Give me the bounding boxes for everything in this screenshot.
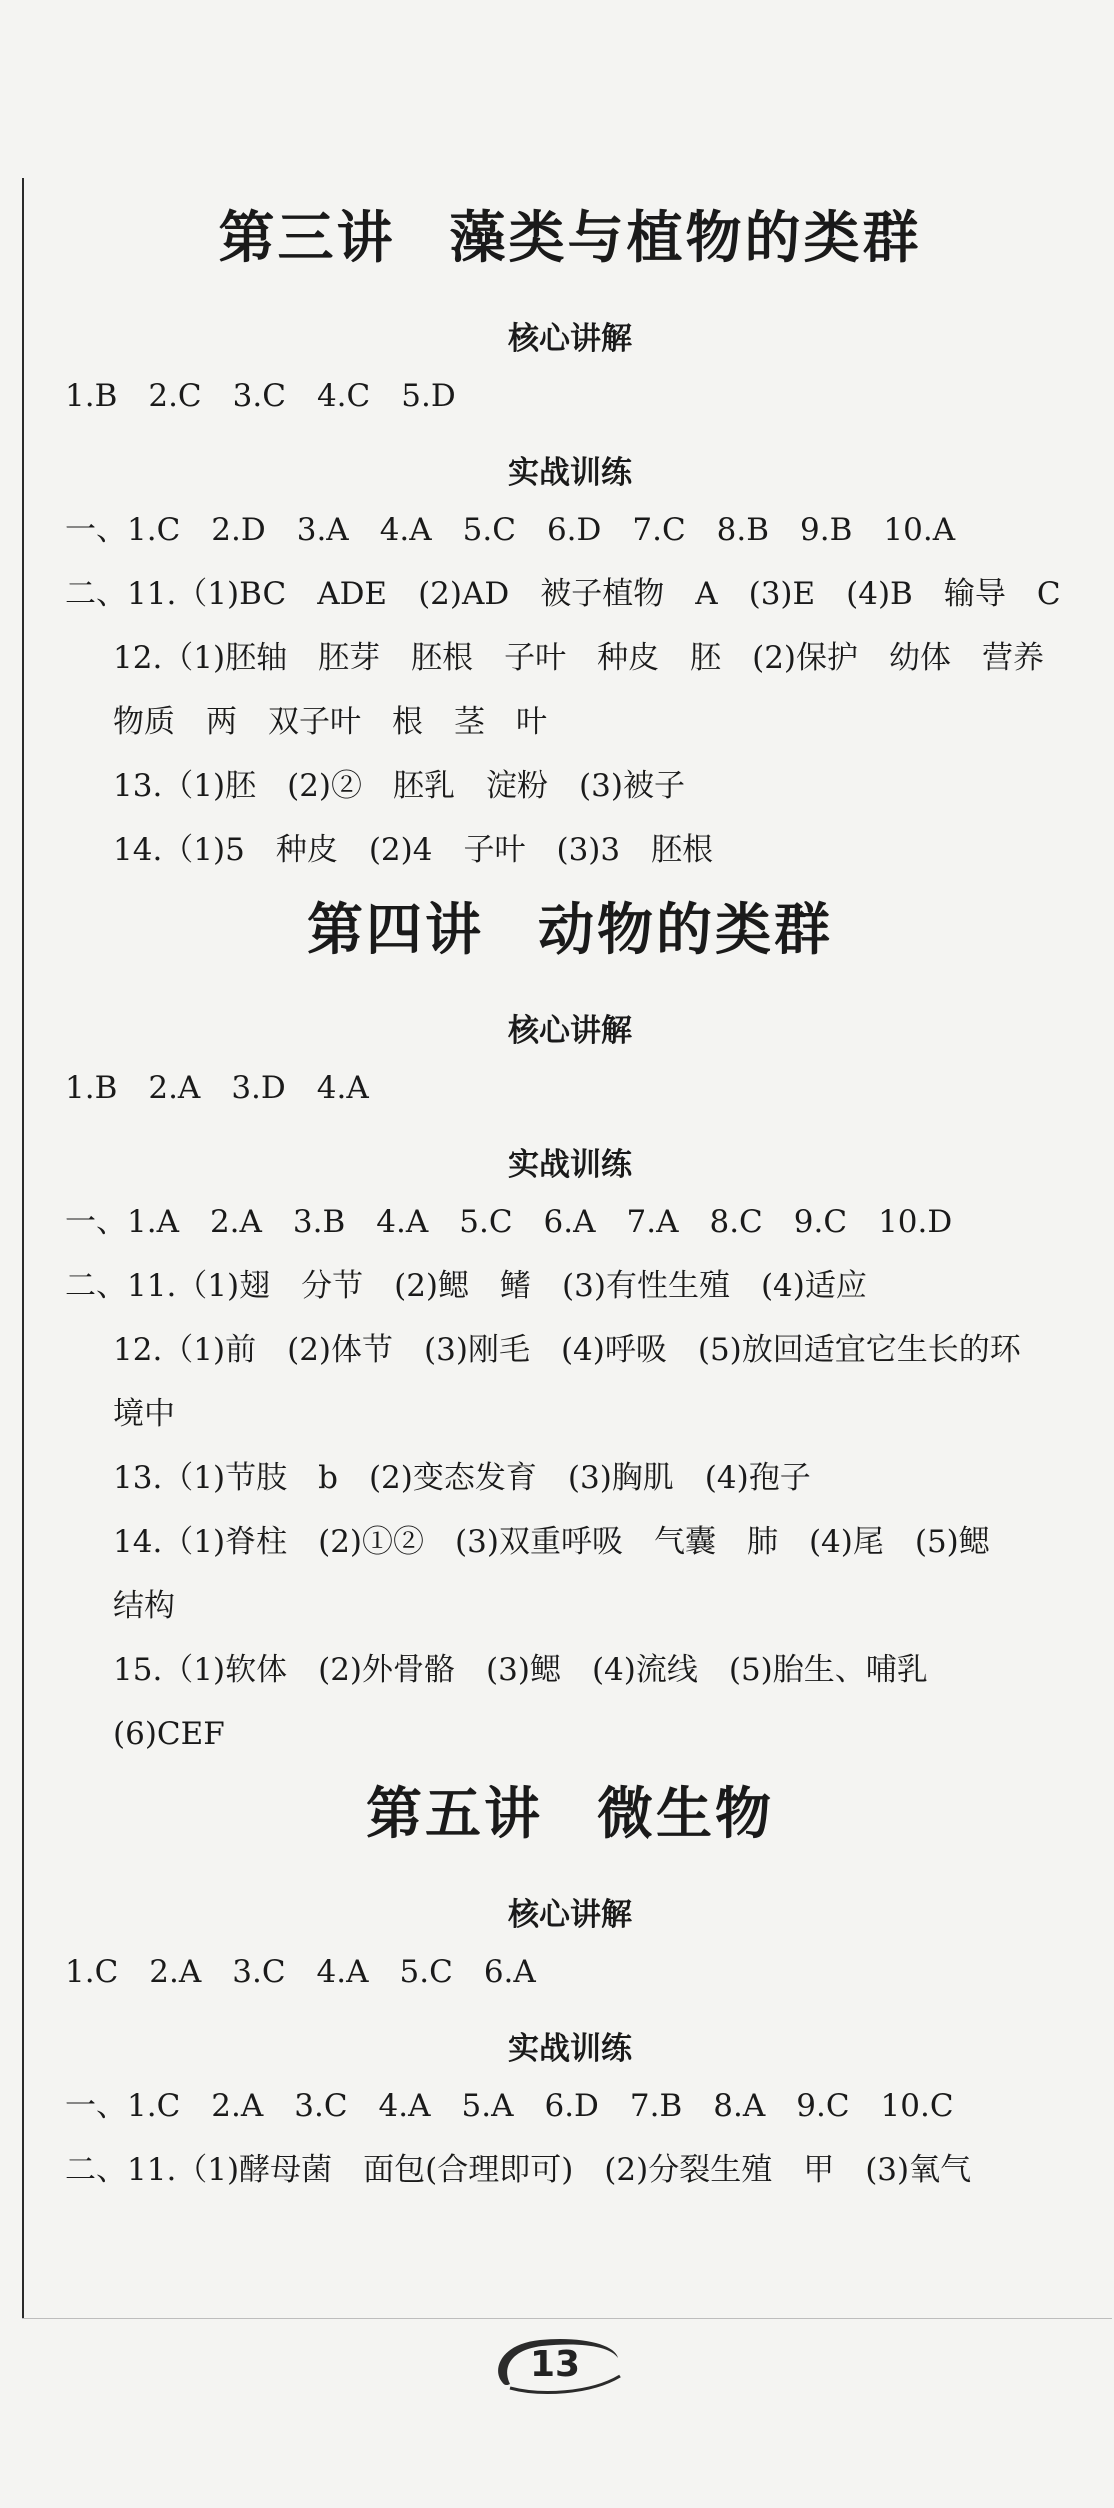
answer-line: 境中 [113, 1396, 175, 1432]
bottom-rule [22, 2318, 1112, 2319]
answer-line: 13.（1)节肢 b (2)变态发育 (3)胸肌 (4)孢子 [113, 1460, 811, 1496]
left-margin-rule [22, 178, 24, 2318]
answer-line: 一、1.C 2.A 3.C 4.A 5.A 6.D 7.B 8.A 9.C 10.C [65, 2088, 954, 2124]
lesson-4 [65, 890, 1075, 1766]
answer-line: 二、11.（1)翅 分节 (2)鳃 鳍 (3)有性生殖 (4)适应 [65, 1268, 867, 1304]
answer-line: 一、1.C 2.D 3.A 4.A 5.C 6.D 7.C 8.B 9.B 10.A [65, 512, 956, 548]
answer-line: 14.（1)5 种皮 (2)4 子叶 (3)3 胚根 [113, 832, 714, 868]
answer-line: (6)CEF [113, 1716, 225, 1752]
lesson-number: 第三讲 [218, 205, 396, 271]
lesson-number: 第四讲 [307, 897, 484, 963]
answer-line: 二、11.（1)BC ADE (2)AD 被子植物 A (3)E (4)B 输导 C [65, 576, 1061, 612]
lesson-topic: 动物的类群 [538, 897, 833, 963]
core-answers: 1.C 2.A 3.C 4.A 5.C 6.A [65, 1954, 536, 1990]
core-heading: 核心讲解 [508, 321, 632, 357]
core-heading: 核心讲解 [508, 1013, 632, 1049]
lesson-title [65, 890, 1075, 970]
answer-line: 结构 [113, 1588, 175, 1624]
answer-line: 12.（1)胚轴 胚芽 胚根 子叶 种皮 胚 (2)保护 幼体 营养 [113, 640, 1045, 676]
page-number: 13 [529, 2344, 581, 2385]
lesson-3 [65, 198, 1075, 882]
training-heading: 实战训练 [508, 1147, 632, 1183]
answer-line: 物质 两 双子叶 根 茎 叶 [113, 704, 547, 740]
page-content [65, 190, 1075, 2202]
answer-line: 二、11.（1)酵母菌 面包(合理即可) (2)分裂生殖 甲 (3)氧气 [65, 2152, 972, 2188]
training-heading: 实战训练 [508, 455, 632, 491]
lesson-title [65, 198, 1075, 278]
page-number-badge [480, 2330, 630, 2400]
lesson-number: 第五讲 [366, 1781, 543, 1847]
answer-line: 13.（1)胚 (2)② 胚乳 淀粉 (3)被子 [113, 768, 685, 804]
core-heading: 核心讲解 [508, 1897, 632, 1933]
answer-line: 15.（1)软体 (2)外骨骼 (3)鳃 (4)流线 (5)胎生、哺乳 [113, 1652, 928, 1688]
answer-line: 一、1.A 2.A 3.B 4.A 5.C 6.A 7.A 8.C 9.C 10.D [65, 1204, 953, 1240]
lesson-topic: 微生物 [597, 1781, 774, 1847]
lesson-title [65, 1774, 1075, 1854]
core-answers: 1.B 2.A 3.D 4.A [65, 1070, 369, 1106]
answer-line: 12.（1)前 (2)体节 (3)刚毛 (4)呼吸 (5)放回适宜它生长的环 [113, 1332, 1021, 1368]
training-heading: 实战训练 [508, 2031, 632, 2067]
lesson-5 [65, 1774, 1075, 2202]
answer-line: 14.（1)脊柱 (2)①② (3)双重呼吸 气囊 肺 (4)尾 (5)鳃 [113, 1524, 990, 1560]
lesson-topic: 藻类与植物的类群 [449, 205, 922, 271]
core-answers: 1.B 2.C 3.C 4.C 5.D [65, 378, 456, 414]
